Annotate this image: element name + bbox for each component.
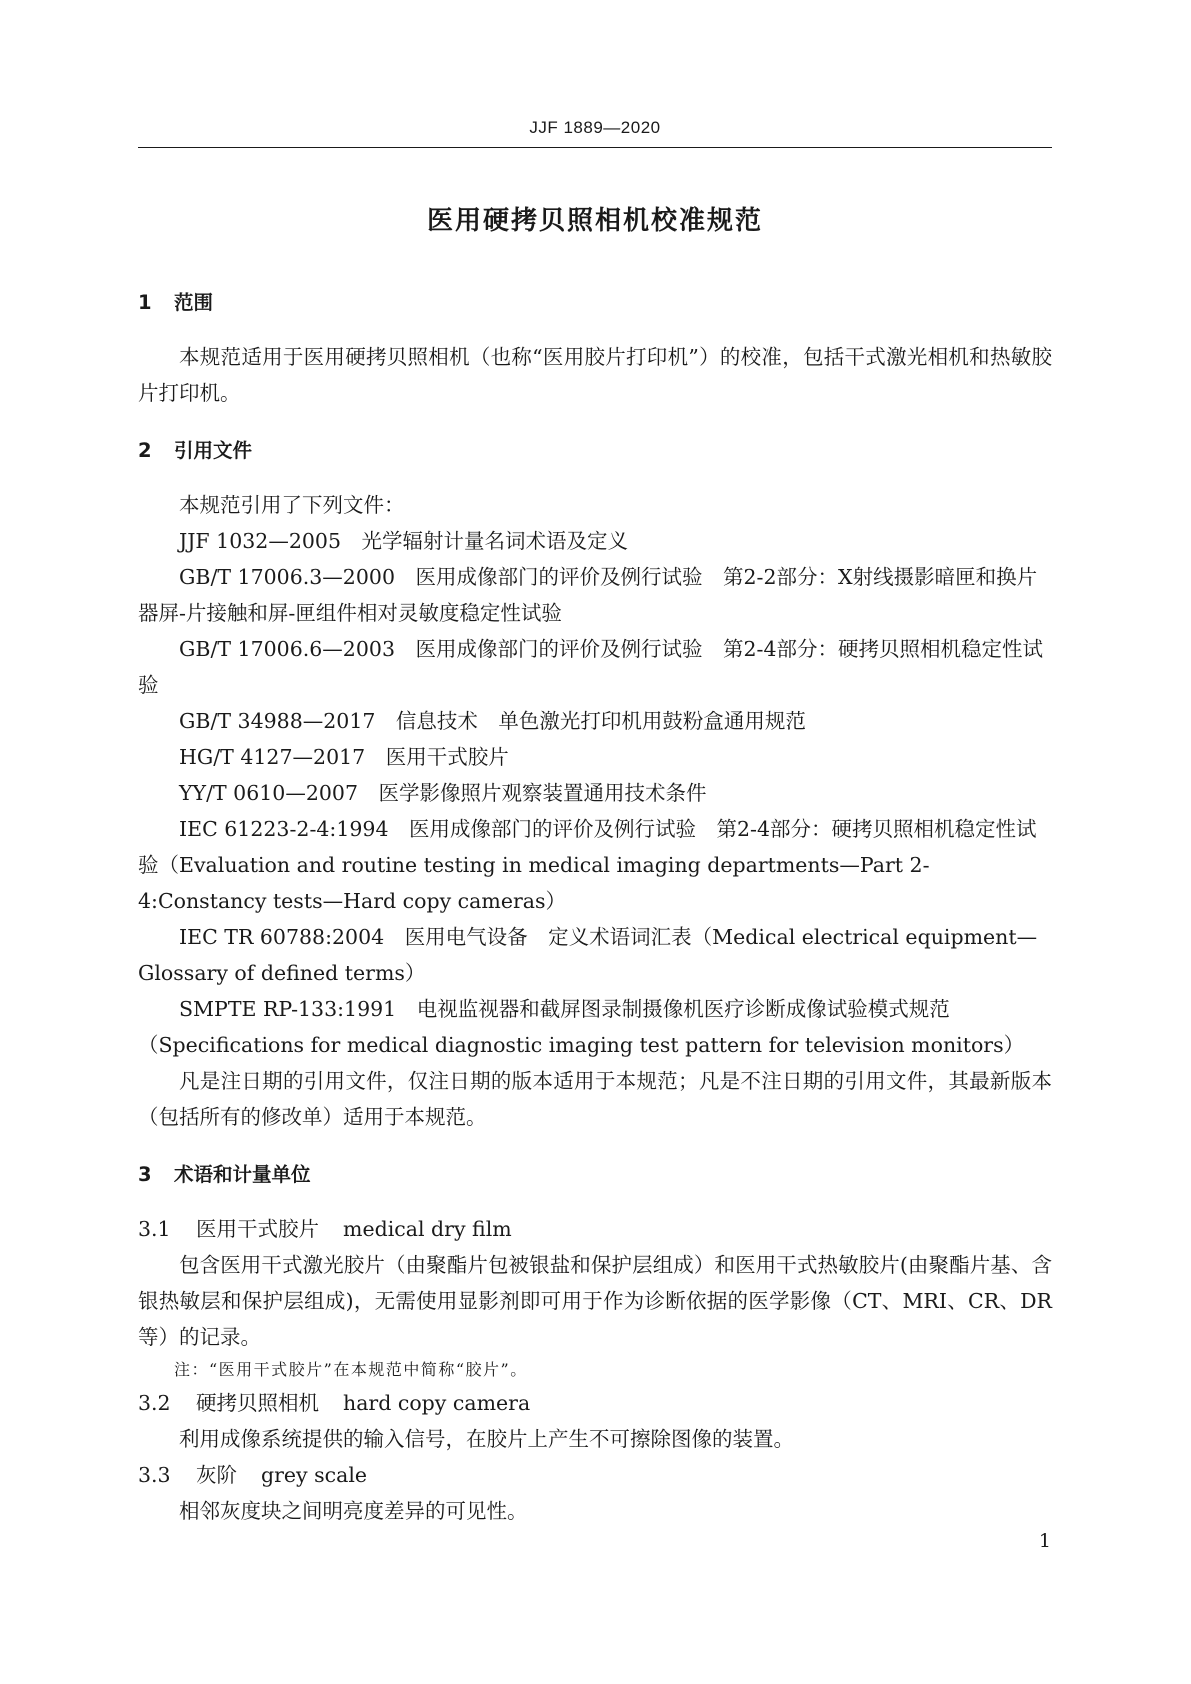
reference-code: GB/T 17006.3—2000 bbox=[179, 565, 395, 589]
references-intro: 本规范引用了下列文件： bbox=[179, 493, 405, 517]
reference-item bbox=[138, 523, 1052, 559]
term-en: hard copy camera bbox=[343, 1391, 531, 1415]
reference-item bbox=[138, 559, 1052, 631]
standard-code-header: JJF 1889—2020 bbox=[529, 118, 661, 137]
term-number: 3.2 bbox=[138, 1391, 171, 1415]
reference-code: YY/T 0610—2007 bbox=[179, 781, 359, 805]
reference-item bbox=[138, 775, 1052, 811]
term-number: 3.3 bbox=[138, 1463, 171, 1487]
reference-item bbox=[138, 811, 1052, 919]
reference-code: JJF 1032—2005 bbox=[179, 529, 342, 553]
section-title: 范围 bbox=[174, 291, 214, 314]
reference-code: GB/T 34988—2017 bbox=[179, 709, 376, 733]
term-definition: 相邻灰度块之间明亮度差异的可见性。 bbox=[179, 1499, 528, 1523]
term-heading bbox=[138, 1457, 1052, 1493]
page-number: 1 bbox=[1038, 1530, 1051, 1552]
section-number: 3 bbox=[138, 1163, 152, 1186]
term-heading bbox=[138, 1211, 1052, 1247]
header-rule bbox=[138, 147, 1052, 148]
reference-name: 医用成像部门的评价及例行试验 第2-2部分：X射线摄影暗匣和换片器屏-片接触和屏-匣组件相对灵敏度稳定性试验 bbox=[138, 565, 1038, 625]
reference-name: 医用电气设备 定义术语词汇表（Medical electrical equipment—Glossary of defined terms） bbox=[138, 925, 1038, 985]
reference-name: 医用干式胶片 bbox=[385, 745, 509, 769]
reference-item bbox=[138, 739, 1052, 775]
term-en: grey scale bbox=[261, 1463, 368, 1487]
term-definition: 利用成像系统提供的输入信号，在胶片上产生不可擦除图像的装置。 bbox=[179, 1427, 794, 1451]
document-title: 医用硬拷贝照相机校准规范 bbox=[426, 206, 763, 236]
section-number: 2 bbox=[138, 439, 152, 462]
section-heading-references bbox=[138, 433, 1052, 469]
reference-name: 光学辐射计量名词术语及定义 bbox=[361, 529, 629, 553]
reference-code: HG/T 4127—2017 bbox=[179, 745, 366, 769]
reference-item bbox=[138, 991, 1052, 1063]
term-zh: 灰阶 bbox=[196, 1463, 237, 1487]
references-closing: 凡是注日期的引用文件，仅注日期的版本适用于本规范；凡是不注日期的引用文件，其最新版本（包括所有的修改单）适用于本规范。 bbox=[138, 1069, 1052, 1129]
term-note: 注：“医用干式胶片”在本规范中简称“胶片”。 bbox=[174, 1360, 528, 1379]
term-number: 3.1 bbox=[138, 1217, 171, 1241]
reference-code: GB/T 17006.6—2003 bbox=[179, 637, 395, 661]
section-heading-scope bbox=[138, 285, 1052, 321]
document-body bbox=[138, 285, 1052, 1529]
scope-paragraph: 本规范适用于医用硬拷贝照相机（也称“医用胶片打印机”）的校准，包括干式激光相机和热敏胶片打印机。 bbox=[138, 345, 1052, 405]
reference-name: 医用成像部门的评价及例行试验 第2-4部分：硬拷贝照相机稳定性试验 bbox=[138, 637, 1043, 697]
reference-code: IEC 61223-2-4:1994 bbox=[179, 817, 389, 841]
reference-code: SMPTE RP-133:1991 bbox=[179, 997, 397, 1021]
section-title: 术语和计量单位 bbox=[174, 1163, 311, 1186]
term-en: medical dry film bbox=[343, 1217, 512, 1241]
reference-name: 医学影像照片观察装置通用技术条件 bbox=[378, 781, 707, 805]
reference-name: 电视监视器和截屏图录制摄像机医疗诊断成像试验模式规范（Specifications for medical diagnostic imaging test pattern for television monitors） bbox=[138, 997, 1025, 1057]
term-zh: 硬拷贝照相机 bbox=[196, 1391, 319, 1415]
term-definition: 包含医用干式激光胶片（由聚酯片包被银盐和保护层组成）和医用干式热敏胶片(由聚酯片基、含银热敏层和保护层组成)，无需使用显影剂即可用于作为诊断依据的医学影像（CT、MRI、CR、DR等）的记录。 bbox=[138, 1253, 1052, 1349]
term-heading bbox=[138, 1385, 1052, 1421]
section-number: 1 bbox=[138, 291, 152, 314]
reference-item bbox=[138, 631, 1052, 703]
reference-name: 医用成像部门的评价及例行试验 第2-4部分：硬拷贝照相机稳定性试验（Evaluation and routine testing in medical imaging departments—Part 2-4:Constancy tests—Hard copy cameras） bbox=[138, 817, 1037, 913]
reference-item bbox=[138, 703, 1052, 739]
reference-name: 信息技术 单色激光打印机用鼓粉盒通用规范 bbox=[395, 709, 806, 733]
reference-item bbox=[138, 919, 1052, 991]
section-heading-terms bbox=[138, 1157, 1052, 1193]
term-zh: 医用干式胶片 bbox=[196, 1217, 319, 1241]
section-title: 引用文件 bbox=[174, 439, 253, 462]
reference-code: IEC TR 60788:2004 bbox=[179, 925, 385, 949]
